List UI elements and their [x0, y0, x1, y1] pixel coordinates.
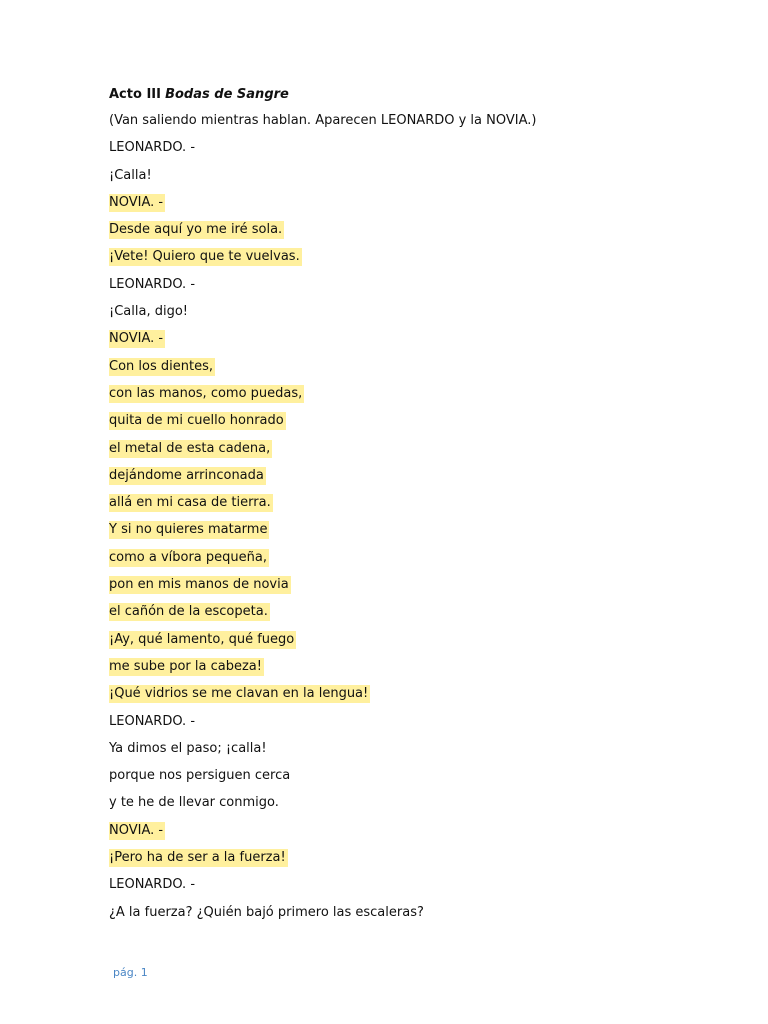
highlighted-script-line [109, 685, 538, 712]
script-line [109, 167, 538, 194]
script-line-text: el cañón de la escopeta. [109, 604, 268, 620]
highlighted-script-line [109, 849, 538, 876]
script-line [109, 713, 538, 740]
script-line-text: NOVIA. - [109, 194, 164, 210]
script-line [109, 112, 538, 139]
script-line-text: Y si no quieres matarme [109, 522, 268, 538]
script-line-text: Desde aquí yo me iré sola. [109, 222, 283, 238]
script-line-text: dejándome arrinconada [109, 467, 264, 483]
highlighted-script-line [109, 631, 538, 658]
script-line-text: NOVIA. - [109, 822, 164, 838]
script-lines [109, 112, 538, 931]
script-line [109, 904, 538, 931]
act-label: Acto III [109, 87, 161, 102]
highlighted-script-line [109, 549, 538, 576]
highlighted-script-line [109, 467, 538, 494]
script-line-text: Ya dimos el paso; ¡calla! [109, 740, 267, 756]
script-line-text: NOVIA. - [109, 331, 164, 347]
script-line-text: ¡Calla, digo! [109, 304, 188, 320]
script-line-text: ¿A la fuerza? ¿Quién bajó primero las escaleras? [109, 904, 424, 920]
highlighted-script-line [109, 248, 538, 275]
highlighted-script-line [109, 658, 538, 685]
script-line-text: allá en mi casa de tierra. [109, 495, 271, 511]
script-line [109, 767, 538, 794]
script-line [109, 876, 538, 903]
script-line-text: ¡Qué vidrios se me clavan en la lengua! [109, 686, 369, 702]
highlighted-script-line [109, 412, 538, 439]
work-title: Bodas de Sangre [165, 87, 289, 102]
script-line-text: ¡Pero ha de ser a la fuerza! [109, 850, 286, 866]
highlighted-script-line [109, 576, 538, 603]
script-line-text: como a víbora pequeña, [109, 549, 267, 565]
script-line-text: quita de mi cuello honrado [109, 413, 284, 429]
script-line-text: Con los dientes, [109, 358, 213, 374]
script-line-text: (Van saliendo mientras hablan. Aparecen LEONARDO y la NOVIA.) [109, 113, 537, 128]
script-line-text: LEONARDO. - [109, 140, 196, 156]
script-line-text: con las manos, como puedas, [109, 385, 303, 401]
script-line [109, 794, 538, 821]
script-line-text: pon en mis manos de novia [109, 577, 289, 593]
script-line-text: ¡Calla! [109, 167, 152, 183]
script-line [109, 276, 538, 303]
highlighted-script-line [109, 385, 538, 412]
highlighted-script-line [109, 358, 538, 385]
script-line-text: me sube por la cabeza! [109, 658, 262, 674]
script-line-text: ¡Ay, qué lamento, qué fuego [109, 631, 295, 647]
highlighted-script-line [109, 494, 538, 521]
highlighted-script-line [109, 330, 538, 357]
script-line [109, 303, 538, 330]
document-title [109, 86, 289, 104]
script-line-text: y te he de llevar conmigo. [109, 795, 279, 811]
page-number: pág. 1 [113, 966, 148, 979]
script-line [109, 740, 538, 767]
highlighted-script-line [109, 603, 538, 630]
script-line-text: LEONARDO. - [109, 877, 196, 893]
highlighted-script-line [109, 221, 538, 248]
highlighted-script-line [109, 521, 538, 548]
script-line-text: LEONARDO. - [109, 713, 196, 729]
script-line-text: porque nos persiguen cerca [109, 768, 291, 784]
script-line-text: ¡Vete! Quiero que te vuelvas. [109, 249, 300, 265]
highlighted-script-line [109, 440, 538, 467]
script-line [109, 139, 538, 166]
script-line-text: el metal de esta cadena, [109, 440, 271, 456]
highlighted-script-line [109, 194, 538, 221]
highlighted-script-line [109, 822, 538, 849]
script-line-text: LEONARDO. - [109, 276, 196, 292]
